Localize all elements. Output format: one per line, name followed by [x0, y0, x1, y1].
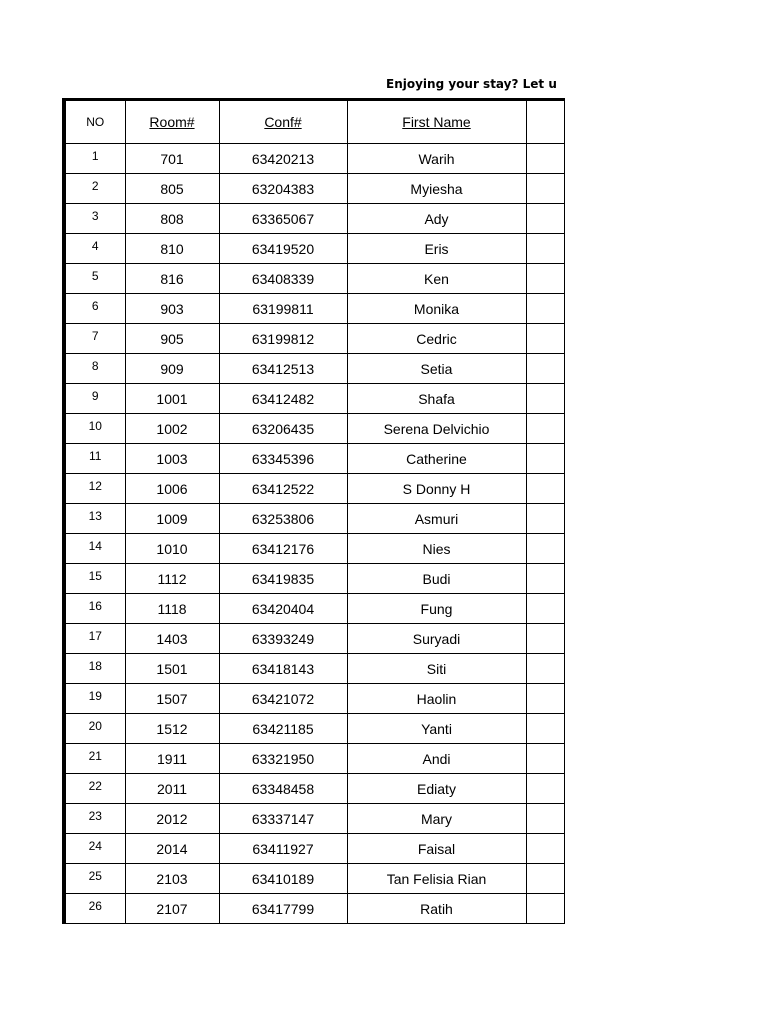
cell-truncated: [526, 534, 564, 564]
cell-no: 19: [64, 684, 125, 714]
cell-first-name: Ratih: [347, 894, 526, 924]
cell-truncated: [526, 354, 564, 384]
table-row: [64, 204, 564, 234]
table-row: [64, 774, 564, 804]
cell-no: 22: [64, 774, 125, 804]
cell-no: 12: [64, 474, 125, 504]
cell-room: 905: [125, 324, 219, 354]
cell-no: 2: [64, 174, 125, 204]
cell-truncated: [526, 264, 564, 294]
cell-conf: 63418143: [219, 654, 347, 684]
cell-truncated: [526, 384, 564, 414]
cell-first-name: Catherine: [347, 444, 526, 474]
cell-first-name: Ediaty: [347, 774, 526, 804]
sheet-header: [386, 75, 557, 93]
cell-no: 21: [64, 744, 125, 774]
cell-no: 9: [64, 384, 125, 414]
cell-truncated: [526, 414, 564, 444]
cell-conf: 63420404: [219, 594, 347, 624]
table-row: [64, 894, 564, 924]
cell-first-name: Cedric: [347, 324, 526, 354]
table-row: [64, 594, 564, 624]
cell-conf: 63337147: [219, 804, 347, 834]
cell-no: 11: [64, 444, 125, 474]
cell-room: 903: [125, 294, 219, 324]
table-row: [64, 354, 564, 384]
cell-room: 2107: [125, 894, 219, 924]
column-header-label: Room#: [149, 114, 195, 130]
table-row: [64, 654, 564, 684]
cell-room: 1507: [125, 684, 219, 714]
cell-first-name: Fung: [347, 594, 526, 624]
cell-first-name: Mary: [347, 804, 526, 834]
cell-truncated: [526, 174, 564, 204]
cell-first-name: Faisal: [347, 834, 526, 864]
cell-conf: 63412176: [219, 534, 347, 564]
cell-first-name: Ken: [347, 264, 526, 294]
cell-room: 810: [125, 234, 219, 264]
table-header-row: [64, 100, 564, 144]
cell-room: 1009: [125, 504, 219, 534]
cell-truncated: [526, 204, 564, 234]
table-row: [64, 534, 564, 564]
cell-first-name: Shafa: [347, 384, 526, 414]
cell-room: 816: [125, 264, 219, 294]
cell-no: 13: [64, 504, 125, 534]
cell-first-name: Ady: [347, 204, 526, 234]
cell-room: 701: [125, 144, 219, 174]
cell-conf: 63253806: [219, 504, 347, 534]
cell-conf: 63393249: [219, 624, 347, 654]
table-row: [64, 294, 564, 324]
cell-first-name: Myiesha: [347, 174, 526, 204]
table-row: [64, 624, 564, 654]
table-row: [64, 144, 564, 174]
cell-no: 14: [64, 534, 125, 564]
cell-no: 3: [64, 204, 125, 234]
cell-room: 1002: [125, 414, 219, 444]
column-header-label: NO: [86, 115, 105, 129]
column-header-conf: [219, 100, 347, 144]
table-row: [64, 234, 564, 264]
table-row: [64, 834, 564, 864]
cell-no: 7: [64, 324, 125, 354]
table-row: [64, 264, 564, 294]
cell-conf: 63417799: [219, 894, 347, 924]
cell-truncated: [526, 504, 564, 534]
cell-conf: 63412513: [219, 354, 347, 384]
table-row: [64, 864, 564, 894]
cell-truncated: [526, 654, 564, 684]
cell-first-name: Suryadi: [347, 624, 526, 654]
table-row: [64, 714, 564, 744]
cell-first-name: Siti: [347, 654, 526, 684]
cell-truncated: [526, 834, 564, 864]
cell-no: 24: [64, 834, 125, 864]
cell-no: 16: [64, 594, 125, 624]
cell-first-name: Nies: [347, 534, 526, 564]
cell-conf: 63421072: [219, 684, 347, 714]
cell-no: 15: [64, 564, 125, 594]
cell-room: 1512: [125, 714, 219, 744]
cell-conf: 63410189: [219, 864, 347, 894]
cell-conf: 63411927: [219, 834, 347, 864]
cell-no: 6: [64, 294, 125, 324]
cell-no: 23: [64, 804, 125, 834]
column-header-label: First Name: [402, 114, 471, 130]
table-row: [64, 444, 564, 474]
cell-first-name: Haolin: [347, 684, 526, 714]
cell-first-name: Monika: [347, 294, 526, 324]
cell-first-name: Eris: [347, 234, 526, 264]
guest-table-body: [64, 144, 564, 924]
cell-truncated: [526, 684, 564, 714]
cell-room: 2103: [125, 864, 219, 894]
cell-first-name: Tan Felisia Rian: [347, 864, 526, 894]
table-row: [64, 504, 564, 534]
cell-no: 8: [64, 354, 125, 384]
cell-conf: 63412482: [219, 384, 347, 414]
cell-no: 26: [64, 894, 125, 924]
column-header-label: Conf#: [264, 114, 302, 130]
cell-first-name: Asmuri: [347, 504, 526, 534]
cell-conf: 63419835: [219, 564, 347, 594]
cell-room: 1501: [125, 654, 219, 684]
cell-truncated: [526, 564, 564, 594]
table-row: [64, 174, 564, 204]
cell-truncated: [526, 324, 564, 354]
cell-room: 1001: [125, 384, 219, 414]
table-row: [64, 564, 564, 594]
cell-conf: 63420213: [219, 144, 347, 174]
cell-first-name: Budi: [347, 564, 526, 594]
column-header-room: [125, 100, 219, 144]
cell-no: 1: [64, 144, 125, 174]
column-header-first-name: [347, 100, 526, 144]
cell-truncated: [526, 144, 564, 174]
cell-truncated: [526, 894, 564, 924]
guest-sheet: [62, 98, 528, 926]
cell-truncated: [526, 234, 564, 264]
cell-truncated: [526, 294, 564, 324]
cell-room: 1118: [125, 594, 219, 624]
cell-conf: 63421185: [219, 714, 347, 744]
table-row: [64, 744, 564, 774]
cell-no: 5: [64, 264, 125, 294]
cell-room: 909: [125, 354, 219, 384]
cell-truncated: [526, 864, 564, 894]
cell-truncated: [526, 774, 564, 804]
cell-room: 2011: [125, 774, 219, 804]
cell-first-name: Warih: [347, 144, 526, 174]
table-row: [64, 474, 564, 504]
cell-conf: 63199811: [219, 294, 347, 324]
cell-no: 25: [64, 864, 125, 894]
cell-room: 1010: [125, 534, 219, 564]
table-row: [64, 324, 564, 354]
cell-truncated: [526, 714, 564, 744]
column-header-truncated: [526, 100, 564, 144]
cell-no: 10: [64, 414, 125, 444]
cell-first-name: Serena Delvichio: [347, 414, 526, 444]
table-row: [64, 384, 564, 414]
cell-room: 1403: [125, 624, 219, 654]
cell-first-name: Andi: [347, 744, 526, 774]
cell-no: 4: [64, 234, 125, 264]
cell-room: 805: [125, 174, 219, 204]
table-row: [64, 804, 564, 834]
cell-room: 1006: [125, 474, 219, 504]
cell-conf: 63412522: [219, 474, 347, 504]
cell-no: 18: [64, 654, 125, 684]
cell-first-name: Yanti: [347, 714, 526, 744]
cell-conf: 63365067: [219, 204, 347, 234]
cell-room: 2012: [125, 804, 219, 834]
cell-room: 2014: [125, 834, 219, 864]
cell-conf: 63206435: [219, 414, 347, 444]
cell-conf: 63321950: [219, 744, 347, 774]
cell-conf: 63345396: [219, 444, 347, 474]
cell-conf: 63408339: [219, 264, 347, 294]
cell-first-name: Setia: [347, 354, 526, 384]
table-row: [64, 684, 564, 714]
guest-table: [62, 98, 565, 924]
cell-room: 1003: [125, 444, 219, 474]
column-header-no: [64, 100, 125, 144]
cell-truncated: [526, 744, 564, 774]
cell-conf: 63348458: [219, 774, 347, 804]
cell-no: 17: [64, 624, 125, 654]
cell-conf: 63419520: [219, 234, 347, 264]
cell-truncated: [526, 474, 564, 504]
cell-room: 808: [125, 204, 219, 234]
cell-first-name: S Donny H: [347, 474, 526, 504]
header-text: Enjoying your stay? Let u: [386, 77, 557, 91]
table-row: [64, 414, 564, 444]
cell-truncated: [526, 444, 564, 474]
cell-truncated: [526, 594, 564, 624]
cell-conf: 63199812: [219, 324, 347, 354]
cell-room: 1911: [125, 744, 219, 774]
cell-room: 1112: [125, 564, 219, 594]
cell-truncated: [526, 624, 564, 654]
cell-conf: 63204383: [219, 174, 347, 204]
cell-truncated: [526, 804, 564, 834]
cell-no: 20: [64, 714, 125, 744]
